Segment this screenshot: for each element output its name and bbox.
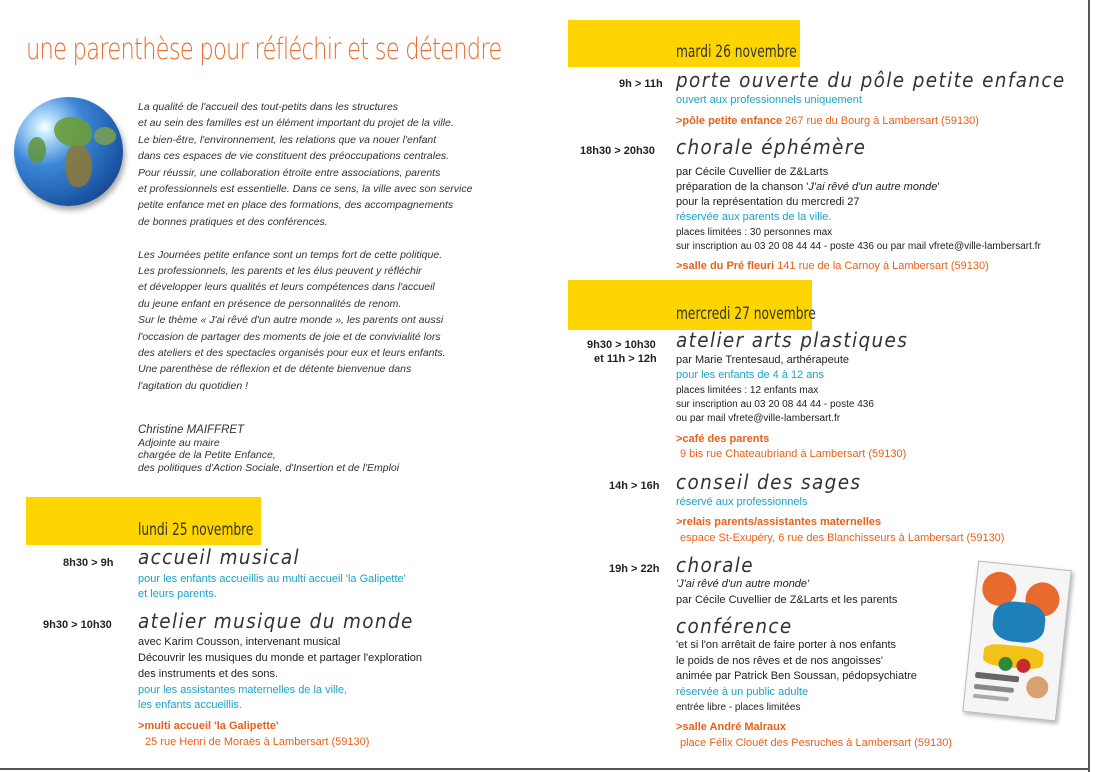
event-detail: les enfants accueillis. <box>138 699 242 711</box>
intro-line: Sur le thème « J'ai rêvé d'un autre monde », les parents ont aussi <box>138 314 444 327</box>
event-place: >multi accueil 'la Galipette' <box>138 720 279 732</box>
event-detail: pour les enfants de 4 à 12 ans <box>676 369 824 381</box>
event-detail: par Marie Trentesaud, arthérapeute <box>676 354 850 366</box>
event-title: conseil des sages <box>676 470 862 494</box>
intro-line: l'occasion de partager des moments de joie et de convivialité lors <box>138 330 441 343</box>
intro-line: Pour réussir, une collaboration étroite entre associations, parents <box>138 166 441 179</box>
intro-line: et développer leurs qualités et leurs compétences dans l'accueil <box>138 281 435 294</box>
event-detail: sur inscription au 03 20 08 44 44 - poste 436 <box>676 399 874 410</box>
event-detail: pour les assistantes maternelles de la ville, <box>138 684 348 696</box>
event-detail: préparation de la chanson ' <box>676 181 809 193</box>
day-label: mercredi 27 novembre <box>676 304 816 324</box>
event-detail: places limitées : 12 enfants max <box>676 385 819 396</box>
event-detail: réservée à un public adulte <box>676 686 809 698</box>
event-detail: 'J'ai rêvé d'un autre monde' <box>676 578 810 590</box>
event-detail: Découvrir les musiques du monde et partager l'exploration <box>138 652 422 664</box>
event-detail: des instruments et des sons. <box>138 668 279 680</box>
event-place: >salle du Pré fleuri <box>676 260 775 272</box>
intro-line: et au sein des familles est un élément important du projet de la ville. <box>138 117 454 130</box>
intro-line: Les Journées petite enfance sont un temps fort de cette politique. <box>138 248 443 261</box>
day-label: lundi 25 novembre <box>138 520 254 540</box>
intro-line: des ateliers et des spectacles organisés pour eux et leurs enfants. <box>138 347 446 360</box>
event-detail: animée par Patrick Ben Soussan, pédopsychiatre <box>676 670 917 682</box>
event-address: place Félix Clouët des Pesruches à Lambersart (59130) <box>680 737 953 749</box>
signature-name: Christine MAIFFRET <box>138 424 245 436</box>
event-address: 9 bis rue Chateaubriand à Lambersart (59130) <box>680 448 907 460</box>
intro-line: dans ces espaces de vie constituent des préoccupations centrales. <box>138 150 450 163</box>
event-time: 9h30 > 10h30 <box>587 339 656 351</box>
event-address: 267 rue du Bourg à Lambersart (59130) <box>785 115 979 127</box>
event-detail: réservé aux professionnels <box>676 496 808 508</box>
intro-line: La qualité de l'accueil des tout-petits dans les structures <box>138 101 398 113</box>
event-detail: ou par mail vfrete@ville-lambersart.fr <box>676 413 841 424</box>
event-title: accueil musical <box>138 545 301 569</box>
event-address: 25 rue Henri de Moraës à Lambersart (59130) <box>145 736 370 748</box>
event-time: 9h30 > 10h30 <box>43 619 112 631</box>
intro-line: Les professionnels, les parents et les élus peuvent y réfléchir <box>138 265 422 278</box>
event-detail: réservée aux parents de la ville. <box>676 211 832 223</box>
intro-line: l'agitation du quotidien ! <box>138 379 249 392</box>
event-place-line <box>676 259 989 273</box>
event-detail: places limitées : 30 personnes max <box>676 227 833 238</box>
intro-line: Une parenthèse de réflexion et de détente bienvenue dans <box>138 363 412 376</box>
poster-thumbnail <box>962 561 1071 722</box>
event-detail: avec Karim Cousson, intervenant musical <box>138 636 341 648</box>
page-title: une parenthèse pour réfléchir et se détendre <box>26 32 502 66</box>
event-detail-quote: J'ai rêvé d'un autre monde <box>808 181 938 193</box>
intro-line: du jeune enfant en présence de personnalités de renom. <box>138 297 402 310</box>
event-address: 141 rue de la Carnoy à Lambersart (59130) <box>777 260 989 272</box>
event-title: conférence <box>676 614 793 638</box>
day-label: mardi 26 novembre <box>676 42 797 62</box>
event-place: >salle André Malraux <box>676 721 786 733</box>
page-border-bottom <box>0 768 1090 770</box>
event-detail: ' <box>937 181 940 193</box>
event-detail: pour les enfants accueillis au multi accueil 'la Galipette' <box>138 573 406 585</box>
event-title: porte ouverte du pôle petite enfance <box>676 68 1066 92</box>
intro-line: et professionnels est essentielle. Dans ce sens, la ville avec son service <box>138 183 473 196</box>
globe-icon <box>14 97 123 206</box>
event-title: chorale <box>676 553 754 577</box>
event-time: et 11h > 12h <box>594 353 657 365</box>
signature-role: des politiques d'Action Sociale, d'Insertion et de l'Emploi <box>138 461 400 474</box>
event-detail: par Cécile Cuvellier de Z&Larts <box>676 166 829 178</box>
signature-role: Adjointe au maire <box>138 436 220 449</box>
event-title: chorale éphémère <box>676 135 867 159</box>
event-time: 19h > 22h <box>609 563 660 575</box>
page-border-right <box>1088 0 1090 772</box>
signature-role: chargée de la Petite Enfance, <box>138 449 276 461</box>
event-place: >relais parents/assistantes maternelles <box>676 516 882 528</box>
event-detail-line <box>676 180 939 194</box>
event-place: >café des parents <box>676 433 770 445</box>
event-time: 8h30 > 9h <box>63 557 114 569</box>
event-time: 14h > 16h <box>609 480 660 492</box>
event-title: atelier musique du monde <box>138 609 414 633</box>
event-title: atelier arts plastiques <box>676 328 909 352</box>
intro-line: petite enfance met en place des formations, des accompagnements <box>138 199 454 212</box>
event-detail: le poids de nos rêves et de nos angoisses' <box>676 655 883 667</box>
event-time: 9h > 11h <box>619 78 663 90</box>
event-detail: entrée libre - places limitées <box>676 702 801 713</box>
event-detail: et leurs parents. <box>138 588 217 600</box>
signature <box>138 424 399 474</box>
event-detail: pour la représentation du mercredi 27 <box>676 196 860 208</box>
event-detail: par Cécile Cuvellier de Z&Larts et les parents <box>676 594 898 606</box>
event-place-line <box>676 114 979 128</box>
event-detail: 'et si l'on arrêtait de faire porter à nos enfants <box>676 639 897 651</box>
event-detail: ouvert aux professionnels uniquement <box>676 94 862 106</box>
intro-line: Le bien-être, l'environnement, les relations que va nouer l'enfant <box>138 133 437 146</box>
event-time: 18h30 > 20h30 <box>580 145 655 157</box>
event-detail: sur inscription au 03 20 08 44 44 - poste 436 ou par mail vfrete@ville-lambersart.fr <box>676 241 1041 252</box>
event-place: >pôle petite enfance <box>676 115 783 127</box>
intro-line: de bonnes pratiques et des conférences. <box>138 215 328 228</box>
event-address: espace St-Exupéry, 6 rue des Blanchisseurs à Lambersart (59130) <box>680 532 1005 544</box>
intro-text <box>138 99 538 394</box>
